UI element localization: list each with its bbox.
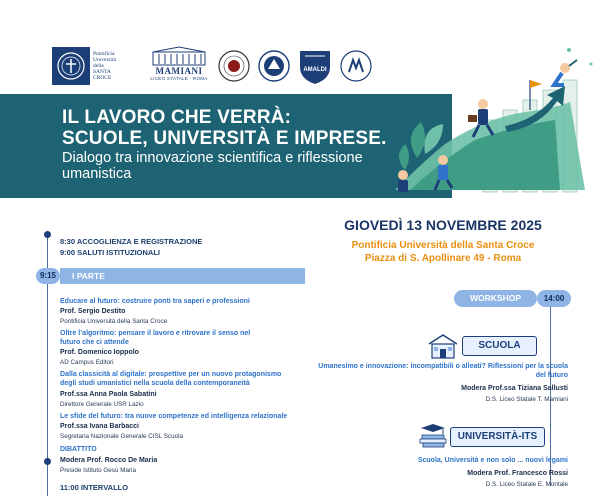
workshop-session-moderator: Modera Prof. Francesco Rossi <box>467 470 568 477</box>
talk-speaker-role: Direttore Generale USR Lazio <box>60 401 144 408</box>
mamiani-name: MAMIANI <box>155 66 203 76</box>
event-date: GIOVEDÌ 13 NOVEMBRE 2025 <box>344 217 542 233</box>
school-crest-icon <box>217 49 251 83</box>
debate-moderator-role: Preside Istituto Gesù Maria <box>60 467 136 474</box>
school-seal-icon <box>257 49 291 83</box>
workshop-session-title: Umanesimo e innovazione: incompatibili o alleati? Riflessioni per la scuola del futuro <box>318 363 568 379</box>
schedule-welcome: 8:30 ACCOGLIENZA E REGISTRAZIONE <box>60 237 203 246</box>
partner-logos <box>52 44 374 88</box>
talk-speaker: Prof. Sergio Destito <box>60 308 126 315</box>
santa-croce-text: Pontificia Università della SANTA CROCE <box>93 51 116 81</box>
talk-speaker: Prof. Domenico Ioppolo <box>60 349 139 356</box>
logo-mamiani <box>146 46 212 86</box>
workshop-time: 14:00 <box>537 290 571 307</box>
talk-title: Le sfide del futuro: tra nuove competenze ed intelligenza relazionale <box>60 413 288 420</box>
amaldi-shield-icon <box>297 47 333 85</box>
workshop-session-scuola: SCUOLA <box>462 336 537 356</box>
talk-speaker-role: Segretaria Nazionale Generale CISL Scuola <box>60 433 183 440</box>
workshop-label: WORKSHOP <box>454 290 537 307</box>
part-label-bar: I PARTE <box>60 268 305 284</box>
event-title-line2: SCUOLE, UNIVERSITÀ E IMPRESE. <box>62 128 387 149</box>
event-venue <box>328 239 558 265</box>
talk-speaker-role: AD Campus Editori <box>60 359 114 366</box>
santa-croce-seal-icon <box>52 47 90 85</box>
talk-speaker-role: Pontificia Università della Santa Croce <box>60 318 168 325</box>
talk-title: Oltre l’algoritmo: pensare il lavoro e ritrovare il senso nel futuro che ci attende <box>60 330 251 346</box>
timeline-dot-break <box>44 458 51 465</box>
workshop-session-role: D.S. Liceo Statale T. Mamiani <box>485 396 568 403</box>
growth-illustration <box>355 40 600 200</box>
workshop-session-universita: UNIVERSITÀ-ITS <box>450 427 545 447</box>
event-subtitle: Dialogo tra innovazione scientifica e riflessione umanistica <box>62 150 363 182</box>
workshop-session-title: Scuola, Università e non solo ... nuovi legami <box>417 457 568 464</box>
mamiani-building-icon <box>149 46 209 66</box>
part-time-badge: 9:15 <box>36 268 60 284</box>
amaldi-name: AMALDI <box>303 67 327 73</box>
event-title-line1: IL LAVORO CHE VERRÀ: <box>62 107 292 128</box>
venue-address: Piazza di S. Apollinare 49 - Roma <box>364 253 522 264</box>
books-graduation-icon <box>416 422 450 450</box>
mamiani-subtitle: LICEO STATALE · ROMA <box>150 76 208 81</box>
debate-moderator: Modera Prof. Rocco De Maria <box>60 457 158 464</box>
logo-amaldi <box>296 46 334 86</box>
talk-title: Educare al futuro: costruire ponti tra saperi e professioni <box>60 298 250 305</box>
talk-speaker: Prof.ssa Ivana Barbacci <box>60 423 139 430</box>
logo-school-crest-1 <box>216 46 252 86</box>
talk-speaker: Prof.ssa Anna Paola Sabatini <box>60 391 157 398</box>
timeline-dot-start <box>44 231 51 238</box>
schedule-break: 11:00 INTERVALLO <box>60 483 129 492</box>
logo-school-crest-2 <box>256 46 292 86</box>
workshop-session-role: D.S. Liceo Statale E. Montale <box>485 481 568 488</box>
leaf-icon <box>411 122 425 158</box>
talk-title: Dalla classicità al digitale: prospettive per un nuovo protagonismo degli studi umanistici nella scuola della contemporaneità <box>60 371 282 387</box>
debate-title: DIBATTITO <box>60 446 97 453</box>
schedule-greetings: 9:00 SALUTI ISTITUZIONALI <box>60 248 161 257</box>
venue-name: Pontificia Università della Santa Croce <box>351 240 535 251</box>
school-building-icon <box>426 332 460 360</box>
workshop-session-moderator: Modera Prof.ssa Tiziana Sallusti <box>461 385 568 392</box>
logo-santa-croce <box>52 46 142 86</box>
